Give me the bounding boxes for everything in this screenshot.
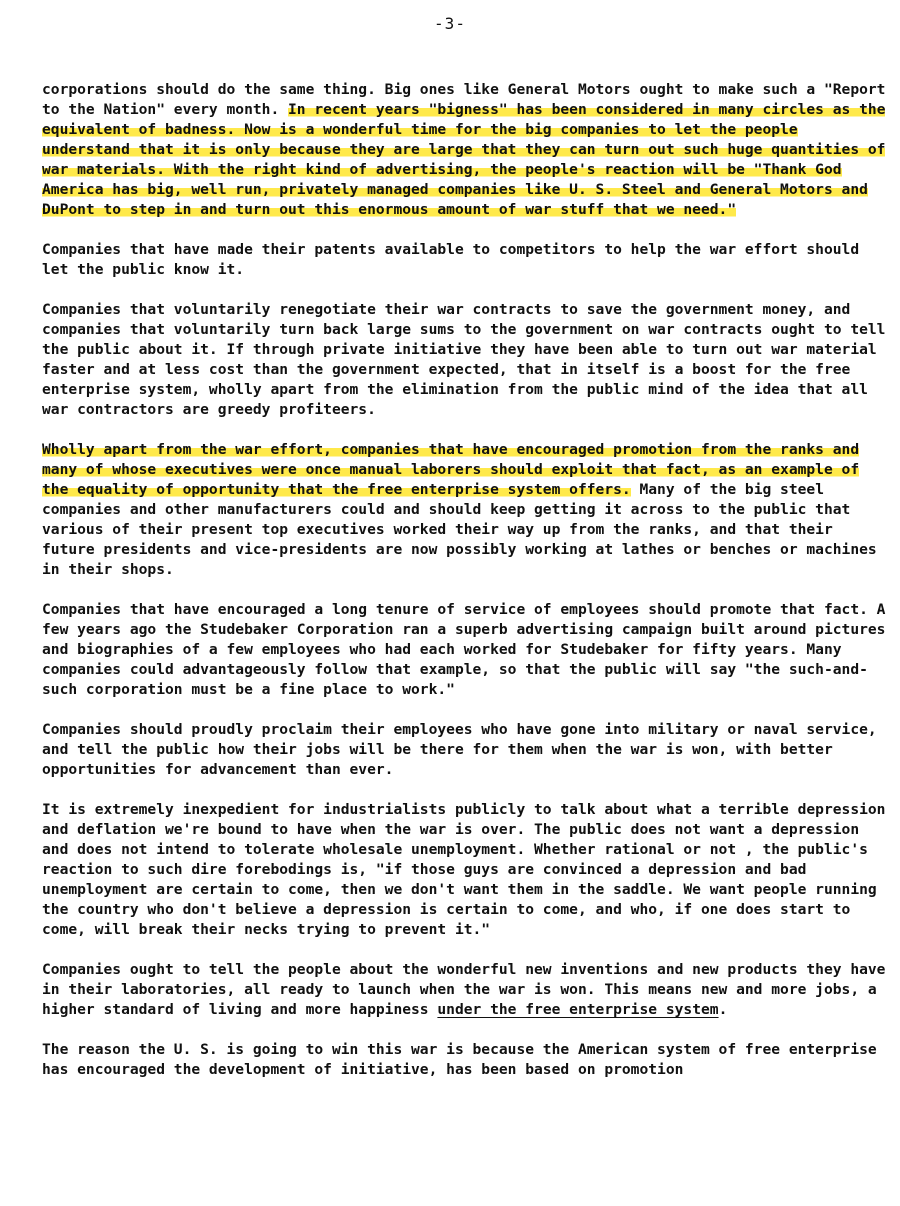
paragraph-9: The reason the U. S. is going to win this war is because the American system of free enterprise has encouraged the development of initiative, has been based on promotion <box>42 1041 877 1078</box>
paragraph-2: Companies that have made their patents available to competitors to help the war effort should let the public know it. <box>42 241 860 278</box>
paragraph-7: It is extremely inexpedient for industrialists publicly to talk about what a terrible depression and deflation we're bound to have when the war is over. The public does not want a depression and does not intend to tolerate wholesale unemployment. Whether rational or not , the public's reaction to such dire forebodings is, "if those guys are convinced a depression and bad unemployment are certain to come, then we don't want them in the saddle. We want people running the country who don't believe a depression is certain to come, and who, if one does start to come, will break their necks trying to prevent it." <box>42 801 886 938</box>
paragraph-8-end: . <box>718 1001 728 1018</box>
paragraph-8-text: Companies ought to tell the people about the wonderful new inventions and new products they have in their laboratories, all ready to launch when the war is won. This means new and more jobs, a higher standard of living and more happiness <box>42 961 886 1018</box>
paragraph-4-highlight: Wholly apart from the war effort, companies that have encouraged promotion from the ranks and many of whose executives were once manual laborers should exploit that fact, as an example of the equality of opportunity that the free enterprise system offers. <box>42 441 860 498</box>
paragraph-8-underline: under the free enterprise system <box>437 1001 719 1018</box>
paragraph-5: Companies that have encouraged a long tenure of service of employees should promote that fact. A few years ago the Studebaker Corporation ran a superb advertising campaign built around pictures and biographies of a few employees who had each worked for Studebaker for fifty years. Many companies could advantageously follow that example, so that the public will say "the such-and-such corporation must be a fine place to work." <box>42 601 886 698</box>
paragraph-3: Companies that voluntarily renegotiate their war contracts to save the government money, and companies that voluntarily turn back large sums to the government on war contracts ought to tell the public about it. If through private initiative they have been able to turn out war material faster and at less cost than the government expected, that in itself is a boost for the free enterprise system, wholly apart from the elimination from the public mind of the idea that all war contractors are greedy profiteers. <box>42 301 886 418</box>
document-body <box>42 80 887 1100</box>
paragraph-1 <box>42 80 887 220</box>
paragraph-8 <box>42 960 887 1020</box>
paragraph-6: Companies should proudly proclaim their employees who have gone into military or naval service, and tell the public how their jobs will be there for them when the war is won, with better opportunities for advancement than ever. <box>42 721 877 778</box>
paragraph-1-text: corporations should do the same thing. Big ones like General Motors ought to make such a "Report to the Nation" every month. <box>42 81 886 118</box>
paragraph-4-text: Many of the big steel companies and other manufacturers could and should keep getting it across to the public that various of their present top executives worked their way up from the ranks, and that their future presidents and vice-presidents are now possibly working at lathes or benches or machines in their shops. <box>42 481 877 578</box>
page-number: -3- <box>434 14 466 33</box>
paragraph-1-highlight: In recent years "bigness" has been considered in many circles as the equivalent of badness. Now is a wonderful time for the big companies to let the people understand that it is only because they are large that they can turn out such huge quantities of war materials. With the right kind of advertising, the people's reaction will be "Thank God America has big, well run, privately managed companies like U. S. Steel and General Motors and DuPont to step in and turn out this enormous amount of war stuff that we need." <box>42 101 886 218</box>
paragraph-4 <box>42 440 887 580</box>
